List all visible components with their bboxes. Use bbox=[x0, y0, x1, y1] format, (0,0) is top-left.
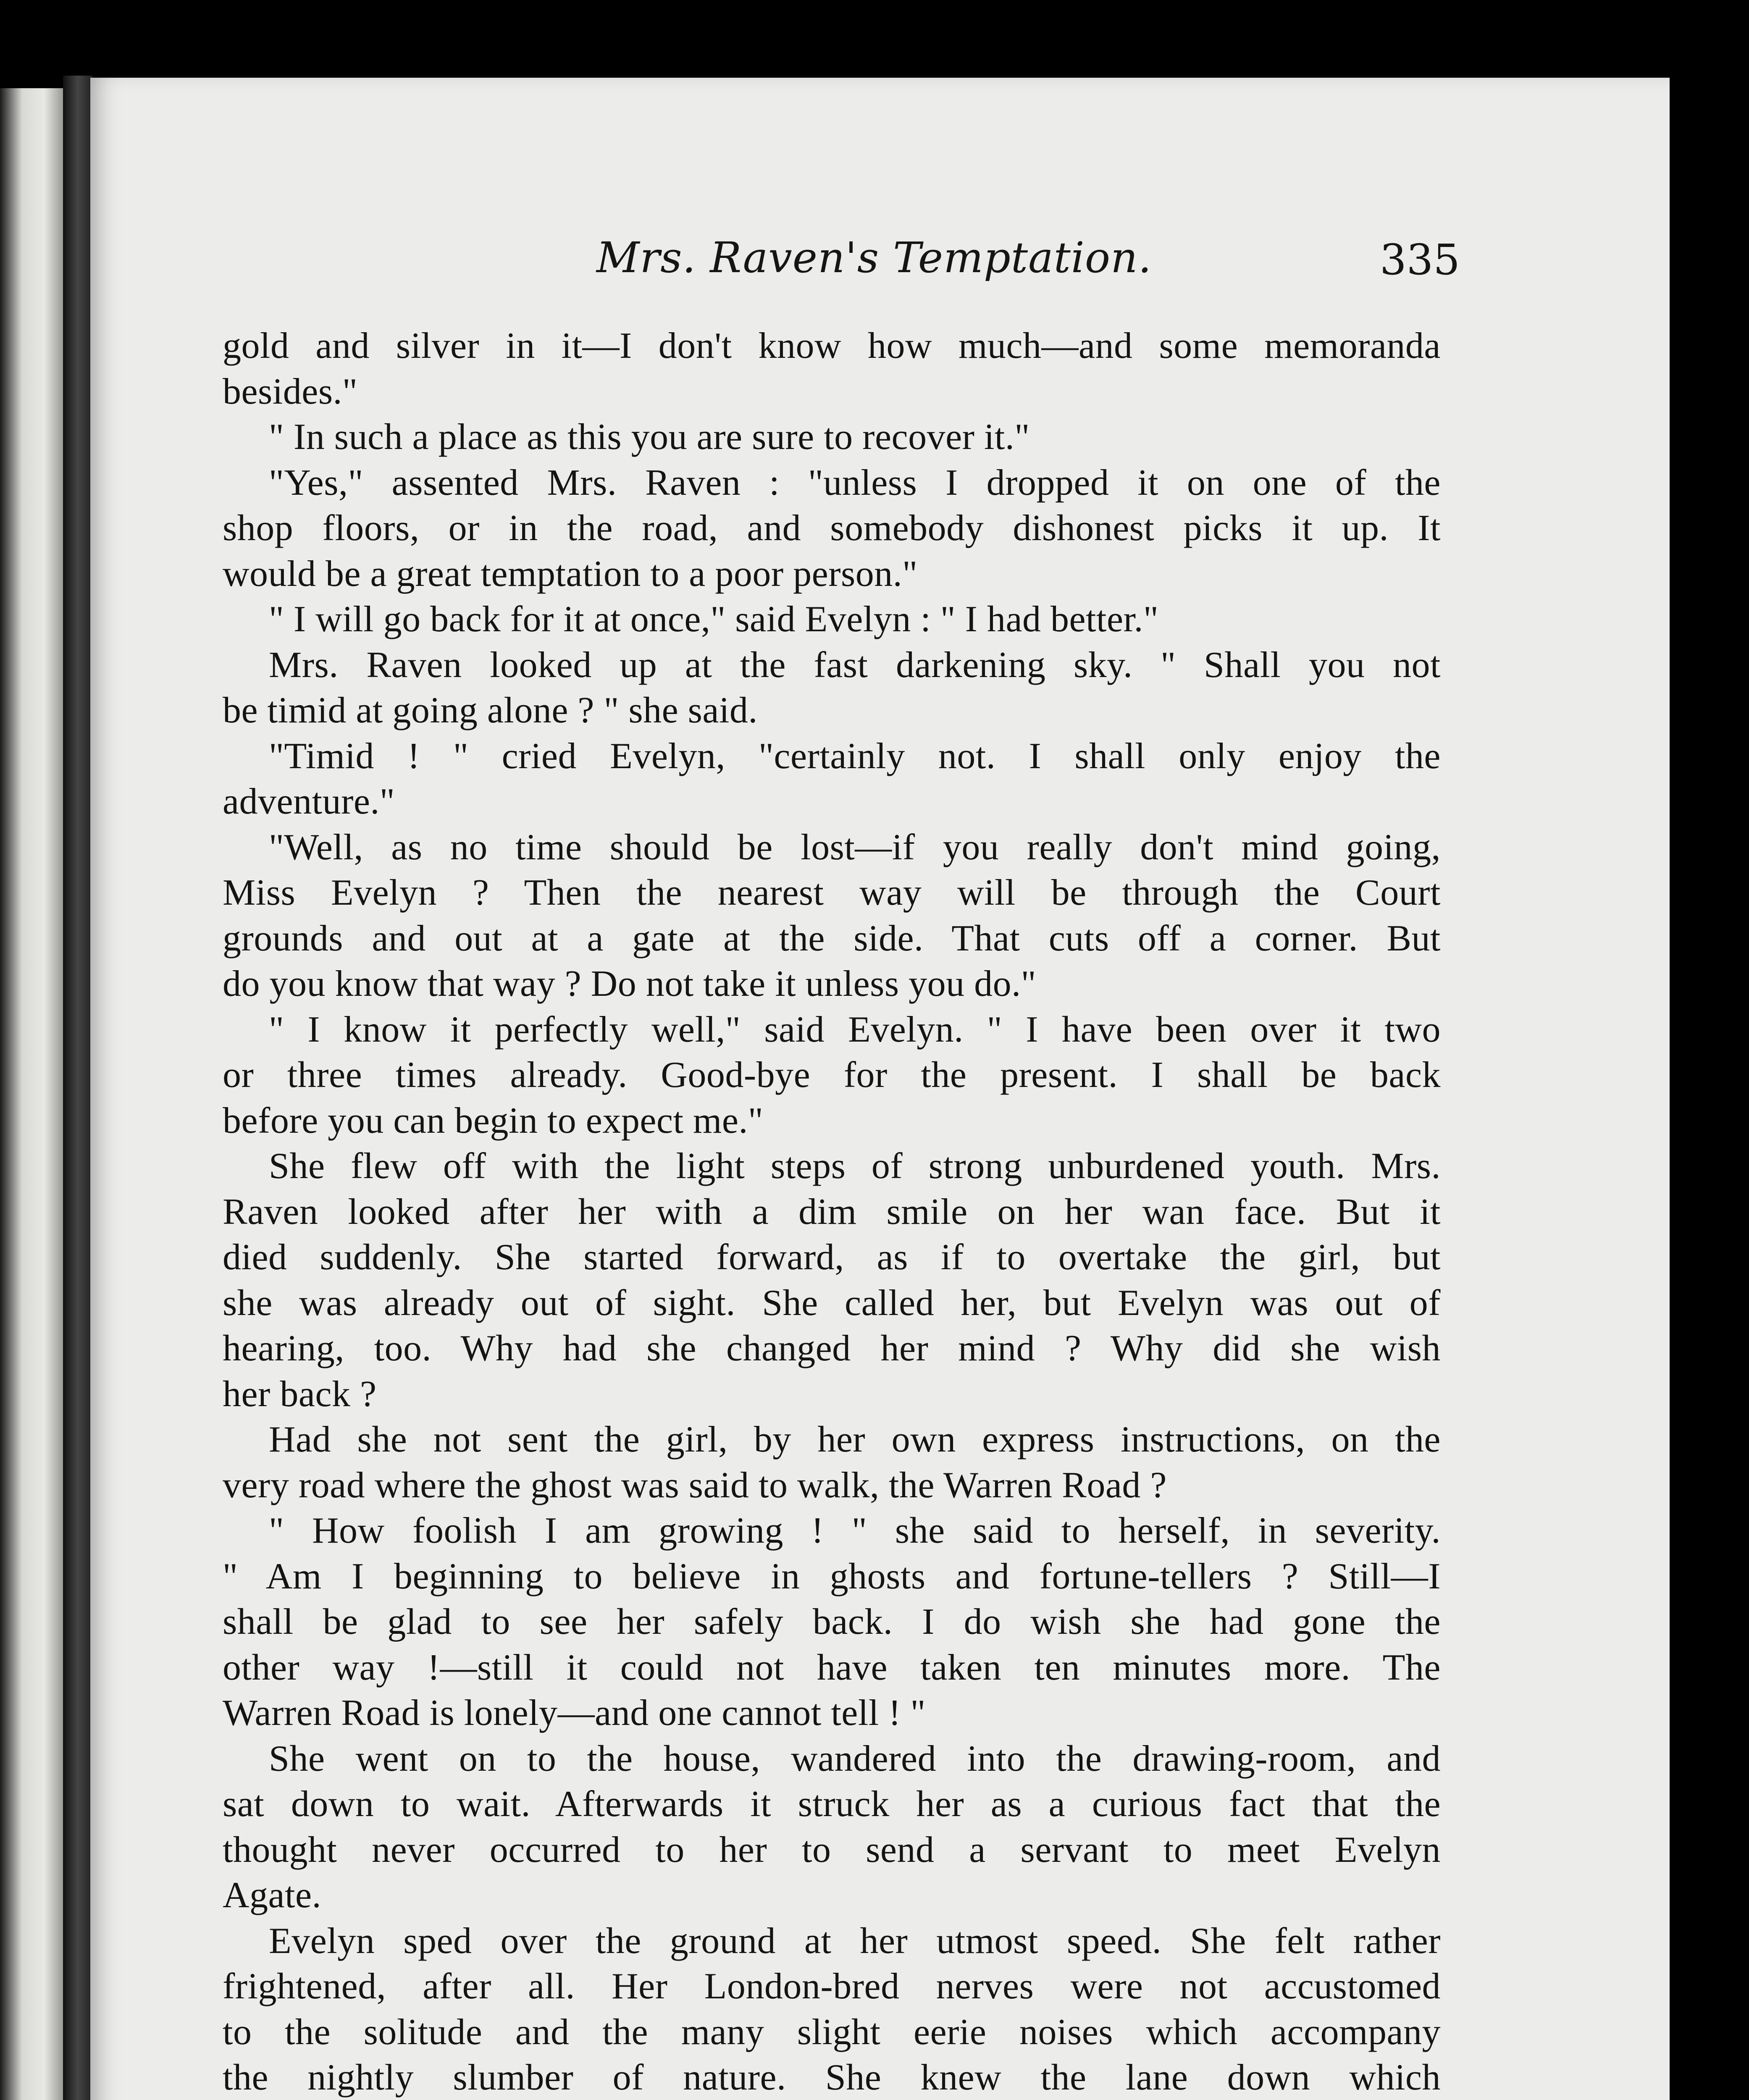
text-line: before you can begin to expect me." bbox=[223, 1100, 764, 1141]
text-line: Warren Road is lonely—and one cannot tell ! " bbox=[223, 1693, 926, 1733]
book-spine bbox=[63, 76, 92, 2100]
text-line: Agate. bbox=[223, 1875, 322, 1916]
text-line: hearing, too. Why had she changed her mind ? Why did she wish bbox=[223, 1328, 1441, 1369]
running-head: Mrs. Raven's Temptation. bbox=[596, 233, 1152, 282]
text-line: Mrs. Raven looked up at the fast darkening sky. " Shall you not bbox=[269, 644, 1441, 685]
text-line: "Yes," assented Mrs. Raven : "unless I dropped it on one of the bbox=[269, 462, 1441, 503]
text-line: shop floors, or in the road, and somebody dishonest picks it up. It bbox=[223, 508, 1441, 549]
text-line: She went on to the house, wandered into the drawing-room, and bbox=[269, 1738, 1441, 1779]
text-line: to the solitude and the many slight eerie noises which accompany bbox=[223, 2011, 1441, 2053]
text-line: very road where the ghost was said to walk, the Warren Road ? bbox=[223, 1465, 1167, 1506]
text-line: besides." bbox=[223, 371, 358, 412]
text-line: " I know it perfectly well," said Evelyn. " I have been over it two bbox=[269, 1009, 1441, 1050]
text-line: Miss Evelyn ? Then the nearest way will be through the Court bbox=[223, 872, 1441, 913]
text-line: " How foolish I am growing ! " she said to herself, in severity. bbox=[269, 1510, 1441, 1551]
text-line: shall be glad to see her safely back. I do wish she had gone the bbox=[223, 1601, 1441, 1642]
text-line: She flew off with the light steps of strong unburdened youth. Mrs. bbox=[269, 1146, 1441, 1186]
text-line: sat down to wait. Afterwards it struck her as a curious fact that the bbox=[223, 1784, 1441, 1824]
text-line: would be a great temptation to a poor person." bbox=[223, 553, 918, 594]
text-line: " In such a place as this you are sure to recover it." bbox=[269, 417, 1030, 457]
text-line: other way !—still it could not have taken ten minutes more. The bbox=[223, 1647, 1441, 1688]
text-line: " I will go back for it at once," said Evelyn : " I had better." bbox=[269, 599, 1159, 640]
text-line: her back ? bbox=[223, 1373, 377, 1415]
text-line: Raven looked after her with a dim smile on her wan face. But it bbox=[223, 1191, 1441, 1232]
text-line: thought never occurred to her to send a servant to meet Evelyn bbox=[223, 1829, 1441, 1870]
text-line: grounds and out at a gate at the side. That cuts off a corner. But bbox=[223, 918, 1441, 959]
body-text bbox=[223, 323, 1441, 2100]
text-line: "Well, as no time should be lost—if you really don't mind going, bbox=[269, 827, 1441, 868]
text-line: Evelyn sped over the ground at her utmost speed. She felt rather bbox=[269, 1920, 1441, 1961]
page-number: 335 bbox=[1380, 235, 1460, 284]
text-line: "Timid ! " cried Evelyn, "certainly not. I shall only enjoy the bbox=[269, 735, 1441, 777]
text-line: Had she not sent the girl, by her own express instructions, on the bbox=[269, 1419, 1441, 1460]
text-line: the nightly slumber of nature. She knew the lane down which bbox=[223, 2057, 1441, 2098]
previous-page-edge bbox=[0, 88, 63, 2100]
text-line: or three times already. Good-bye for the present. I shall be back bbox=[223, 1055, 1441, 1095]
text-line: gold and silver in it—I don't know how much—and some memoranda bbox=[223, 326, 1441, 366]
text-line: died suddenly. She started forward, as if to overtake the girl, but bbox=[223, 1237, 1441, 1278]
text-line: be timid at going alone ? " she said. bbox=[223, 690, 758, 731]
text-line: she was already out of sight. She called her, but Evelyn was out of bbox=[223, 1282, 1441, 1323]
text-line: adventure." bbox=[223, 781, 395, 822]
text-line: " Am I beginning to believe in ghosts and fortune-tellers ? Still—I bbox=[223, 1556, 1441, 1597]
text-line: frightened, after all. Her London-bred nerves were not accustomed bbox=[223, 1966, 1441, 2007]
text-line: do you know that way ? Do not take it unless you do." bbox=[223, 963, 1037, 1004]
